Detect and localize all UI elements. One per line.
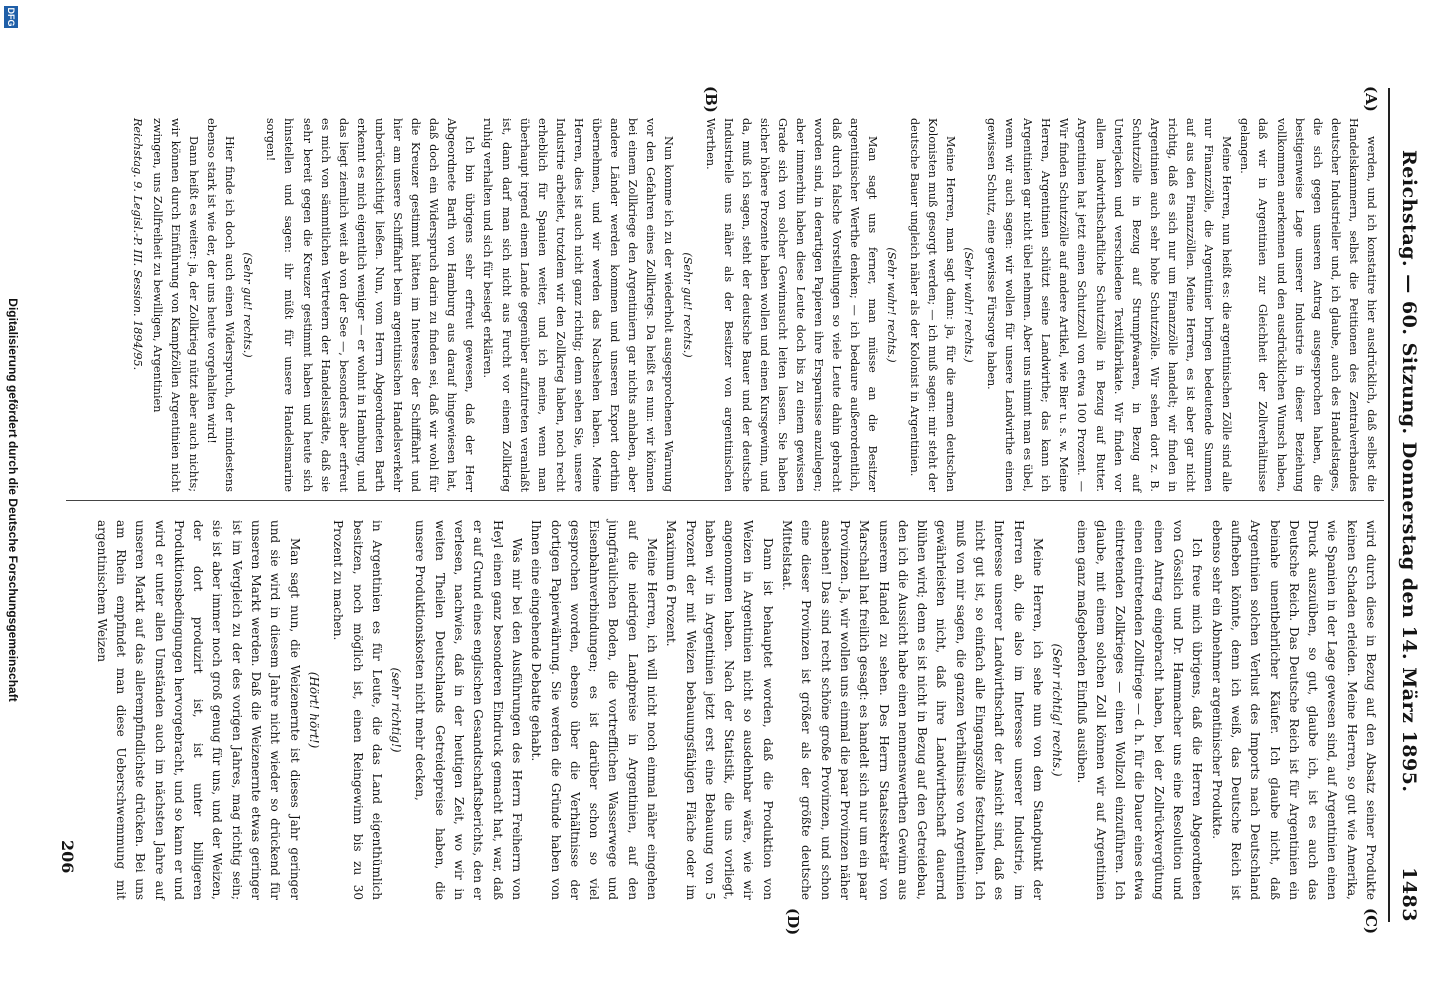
interjection: (Sehr gut! rechts.): [241, 252, 255, 358]
digitization-footer: Digitalisierung gefördert durch die Deutsche Forschungsgemeinschaft: [6, 298, 20, 702]
paragraph: wird durch diese in Bezug auf den Absatz seiner Produkte keinen Schaden erleiden. Meine Herren, so gut wie Amerika, wie Spanien in der Lage gewesen sind, auf Argentinien einen Druck auszuüben, so gut, glaube ich, ist es auch das Deutsche Reich. Das Deutsche Reich ist für Argentinien ein beinahe unentbehrlicher Käufer. Ich glaube nicht, daß Argentinien solchen Verlust des Imports nach Deutschland aufheben könnte, denn ich weiß, das Deutsche Reich ist ebenso sehr ein Abnehmer argentinischer Produkte.: [1209, 520, 1378, 900]
margin-label-c: (C): [1362, 908, 1380, 935]
text-column-left: [128, 118, 1380, 492]
paragraph: Meine Herren, nun heißt es: die argentinischen Zölle sind alle nur Finanzzölle, die Argentinier bringen bedeutende Summen auf aus den Finanzzöllen. Meine Herren, es ist aber gar nicht richtig, daß es sich nur um Finanzzölle handelt; wir finden in Argentinien auch sehr hohe Schutzzölle. Wir sehen dort z. B. Schutzzölle in Bezug auf Strumpfwaaren, in Bezug auf Unterjacken und verschiedene Textilfabrikate. Wir finden vor allem landwirthschaftliche Schutzzölle in Bezug auf Butter. Argentinien hat jetzt einen Schutzzoll von etwa 100 Prozent. — Wir finden Schutzzölle auf andere Artikel, wie Bier u. s. w. Meine Herren, Argentinien schützt seine Landwirthe; das kann ich Argentinien gar nicht übel nehmen. Aber uns nimmt man es übel, wenn wir auch sagen: wir wollen für unsere Landwirthe einen gewissen Schutz, eine gewisse Fürsorge haben.: [985, 118, 1234, 492]
interjection: (Sehr wahr! rechts.): [884, 247, 898, 363]
paragraph: Man sagt nun, die Weizenernte ist dieses Jahr geringer und sie wird in diesem Jahre nicht wieder so drückend für unseren Markt werden. Daß die Weizenernte etwas geringer ist im Vergleich zu der des vorigen Jahres, mag richtig sein; sie ist aber immer noch groß genug für uns, und der Weizen, der dort produzirt ist, ist unter billigeren Produktionsbedingungen hervorgebracht, und so kann er und wird er unter allen Umständen auch im nächsten Jahre auf unseren Markt auf das allerempfindlichste drücken. Bei uns am Rhein empfindet man diese Ueberschwemmung mit argentinischem Weizen: [94, 520, 302, 900]
paragraph: Meine Herren, ich will nicht noch einmal näher eingehen auf die niedrigen Landpreise in Argentinien, auf den jungfräulichen Boden, die vortrefflichen Wasserwege und Eisenbahnverbindungen; es ist darüber schon so viel gesprochen worden, ebenso über die Verhältnisse der dortigen Papierwährung. Sie werden die Gründe haben von Ihnen eine eingehende Debatte gehabt.: [529, 520, 660, 900]
margin-label-a: (A): [1362, 86, 1380, 112]
interjection: (Sehr wahr! rechts.): [961, 247, 975, 363]
paragraph: Ich freue mich übrigens, daß die Herren Abgeordneten von Gösslich und Dr. Hammacher uns eine Resolution und einen Antrag eingebracht haben, bei der Zollrückvergütung einen eintretenden Zolltriege — d. h. für die Dauer eines etwa eintretenden Zollkrieges — einen Wollzoll einzuführen. Ich glaube, mit einem solchen Zoll können wir auf Argentinien einen ganz maßgebenden Einfluß ausüben.: [1074, 520, 1205, 900]
paragraph: Meine Herren, ich sehe nun von dem Standpunkt der Herren ab, die also im Interesse unserer Industrie, im Interesse unserer Landwirthschaft der Ansicht sind, daß es nicht gut ist, so einfach alle Eingangszölle festzuhalten. Ich muß von mir sagen, die ganzen Verhältnisse von Argentinien gewährleisten nicht, daß ihre Landwirthschaft dauernd blühen wird; denn es ist nicht in Bezug auf den Getreidebau, den ich die Aussicht habe einen nennenswerthen Gewinn aus unserem Handel zu sehen. Des Herrn Staatssekretär von Marschall hat freilich gesagt: es handelt sich nur um ein paar Provinzen. Ja, wir wollen uns einmal die paar Provinzen näher ansehen! Das sind recht schöne große Provinzen, und schon eine dieser Provinzen ist größer als der größte deutsche Mittelstaat.: [780, 520, 1045, 900]
paragraph: Was mir bei den Ausführungen des Herrn Freiherrn von Heyl einen ganz besonderen Eindruck gemacht hat, war, daß er auf Grund eines englischen Gesandtschaftsberichts, den er verlesen, nachwies, daß in der heutigen Zeit, wo wir in weiten Theilen Deutschlands Getreidepreise haben, die unsere Produktionskosten nicht mehr decken,: [413, 520, 524, 900]
paragraph: Meine Herren, man sagt dann: ja, für die armen deutschen Kolonisten muß gesorgt werden; — ich muß sagen: mir steht der deutsche Bauer ungleich näher als der Kolonist in Argentinien.: [907, 118, 957, 492]
running-header-title: Reichstag. — 60. Sitzung. Donnerstag den 14. März 1895.: [1398, 150, 1420, 793]
header-rule: [1388, 88, 1390, 922]
interjection: (Sehr richtig! rechts.): [1050, 643, 1065, 777]
paragraph: Nun komme ich zu der wiederholt ausgesprochenen Warnung vor den Gefahren eines Zollkriegs. Da heißt es nun: wir können bei einem Zollkriege den Argentiniern gar nichts anhaben, aber andere Länder werden kommen und unseren Export dorthin übernehmen, und wir werden das Nachsehen haben. Meine Herren, dies ist auch nicht ganz richtig; denn sehen Sie, unsere Industrie arbeitet, trotzdem wir den Zollkrieg haben, noch recht erheblich für Spanien weiter, und ich meine, wenn man überhaupt irgend einem Lande gegenüber aufzutreten veranlaßt ist, dann darf man sich nicht aus Furcht vor einem Zollkrieg ruhig verhalten und sich für besiegt erklären.: [481, 118, 676, 492]
paragraph: Dann heißt es weiter: ja, der Zollkrieg nützt aber auch nichts; wir können durch Einführung von Kampfzöllen Argentinien nicht zwingen, uns Zollfreiheit zu bewilligen, Argentinien: [150, 118, 200, 492]
paragraph: Hier finde ich doch auch einen Widerspruch, der mindestens ebenso stark ist wie der, der uns heute vorgehalten wird!: [205, 118, 237, 492]
paragraph: Dann ist behauptet worden, daß die Produktion von Weizen in Argentinien nicht so ausdehnbar wäre, wie wir angenommen haben. Nach der Statistik, die uns vorliegt, haben wir in Argentinien jetzt erst eine Bebauung von 5 Prozent der mit Weizen bebauungsfähigen Fläche oder im Maximum 6 Prozent.: [664, 520, 775, 900]
dfg-logo: DFG: [6, 7, 16, 27]
paragraph: werden, und ich konstatire hier ausdrücklich, daß selbst die Handelskammern, selbst die Petitionen des Zentralverbandes deutscher Industrieller und, ich glaube, auch des Handelstages, die sich gegen unseren Antrag ausgesprochen haben, die bestigenweise Lage unserer Industrie in dieser Beziehung vollkommen anerkennen und den ausdrücklichen Wunsch haben, daß wir in Argentinien zur Gleichheit der Zollverhältnisse gelangen.: [1238, 118, 1378, 492]
signature-number: 206: [58, 840, 77, 874]
interjection: (Hört! hört!): [306, 671, 321, 749]
print-signature: Reichstag. 9. Legisl.-P. III. Session. 1894/95.: [130, 118, 144, 371]
text-column-right: [91, 520, 1380, 900]
column-divider: [66, 500, 1384, 501]
margin-label-b: (B): [702, 86, 720, 113]
interjection: (sehr richtig!): [389, 667, 404, 753]
page-number: 1483: [1398, 867, 1420, 922]
interjection: (Sehr gut! rechts.): [680, 252, 694, 358]
paragraph: Man sagt uns ferner, man müsse an die Besitzer argentinischer Werthe denken; — ich bedaure außerordentlich, daß durch falsche Vorstellungen so viele Leute dahin gebracht worden sind, in derartigen Papieren ihre Ersparnisse anzulegen; aber immerhin haben diese Leute doch bis zu einem gewissen Grade sich von solcher Gewinnsucht leiten lassen. Sie haben sicher höhere Prozente haben wollen und einen Kursgewinn, und da, muß ich sagen, steht der deutsche Bauer und der deutsche Industrielle uns näher als der Besitzer von argentinischen Werthen.: [703, 118, 880, 492]
paragraph: in Argentinien es für Leute, die das Land eigenthümlich besitzen, noch möglich ist, einen Reingewinn bis zu 30 Prozent zu machen.: [331, 520, 384, 900]
margin-label-d: (D): [784, 908, 802, 936]
paragraph: Ich bin übrigens sehr erfreut gewesen, daß der Herr Abgeordnete Barth von Hamburg aus darauf hingewiesen hat, daß doch ein Widerspruch darin zu finden sei, daß wir wohl für die Kreuzer gestimmt hätten im Interesse der Schifffahrt und hier am unsere Schifffahrt beim argentinischen Handelsverkehr unberücksichtigt ließen. Nun, vom Herrn Abgeordneten Barth erkennt es mich eigentlich weniger — er wohnt in Hamburg, und das liegt ziemlich weit ab von der See —, besonders aber erfreut es mich von sämmtlichen Vertretern der Handelsstädte, daß sie sehr bereit gegen die Kreuzer gestimmt haben und heute sich hinstellen und sagen: ihr müßt für unsere Handelsmarine sorgen!: [264, 118, 477, 492]
